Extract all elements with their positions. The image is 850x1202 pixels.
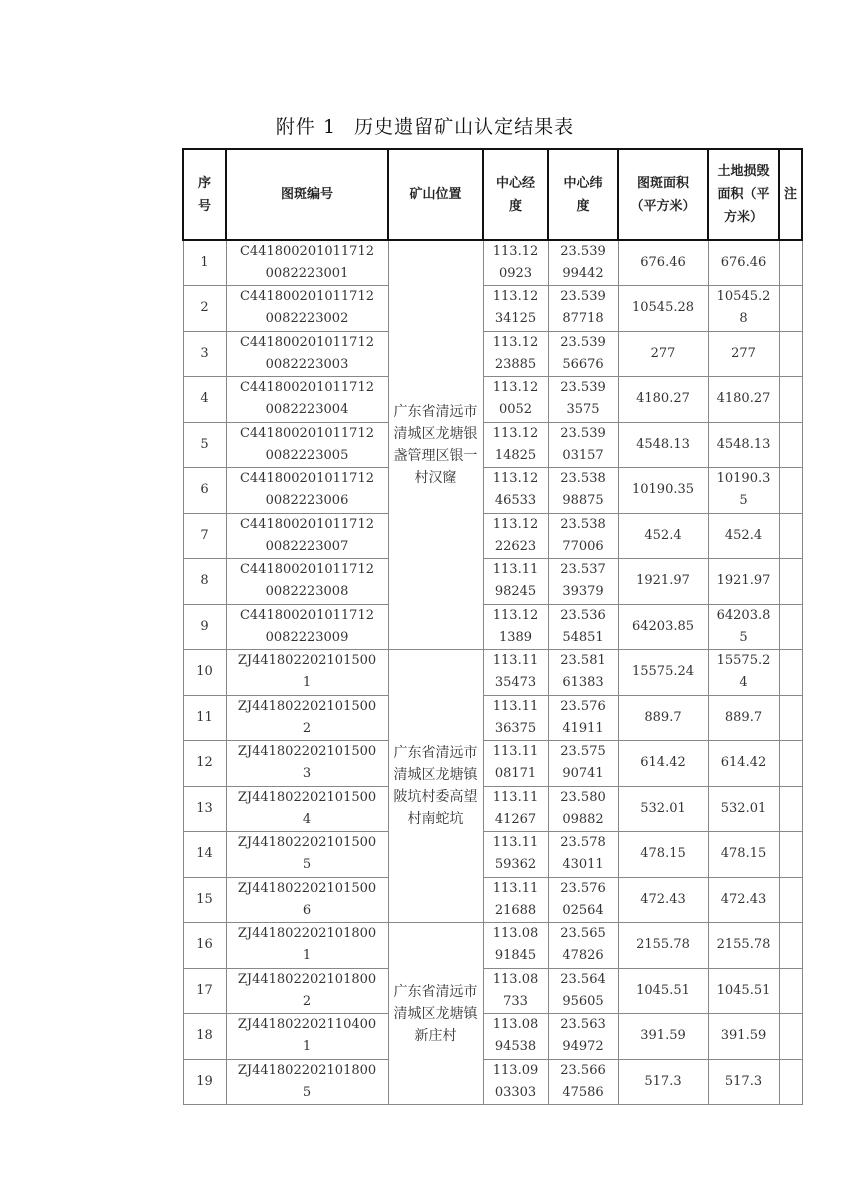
cell-lon: 113.1141267: [483, 786, 548, 832]
cell-seq: 1: [183, 240, 226, 286]
cell-code: C4418002010117120082223009: [226, 604, 388, 650]
cell-patch-area: 10190.35: [618, 468, 708, 514]
cell-lat: 23.57602564: [548, 877, 618, 923]
cell-code: C4418002010117120082223005: [226, 422, 388, 468]
cell-seq: 15: [183, 877, 226, 923]
cell-note: [779, 559, 802, 605]
cell-lat: 23.53956676: [548, 331, 618, 377]
cell-lat: 23.56547826: [548, 923, 618, 969]
cell-code: C4418002010117120082223003: [226, 331, 388, 377]
cell-code: ZJ4418022021018001: [226, 923, 388, 969]
table-row: [183, 650, 802, 696]
cell-lon: 113.121389: [483, 604, 548, 650]
cell-patch-area: 277: [618, 331, 708, 377]
table-row: [183, 741, 802, 787]
cell-damaged-area: 614.42: [708, 741, 779, 787]
table-row: [183, 968, 802, 1014]
cell-damaged-area: 532.01: [708, 786, 779, 832]
table-row: [183, 240, 802, 286]
cell-damaged-area: 2155.78: [708, 923, 779, 969]
cell-damaged-area: 889.7: [708, 695, 779, 741]
table-row: [183, 1014, 802, 1060]
table-row: [183, 559, 802, 605]
cell-damaged-area: 1045.51: [708, 968, 779, 1014]
cell-lon: 113.1108171: [483, 741, 548, 787]
cell-seq: 18: [183, 1014, 226, 1060]
cell-patch-area: 10545.28: [618, 286, 708, 332]
cell-note: [779, 331, 802, 377]
cell-seq: 7: [183, 513, 226, 559]
header-lon: 中心经度: [483, 149, 548, 240]
cell-damaged-area: 1921.97: [708, 559, 779, 605]
cell-patch-area: 15575.24: [618, 650, 708, 696]
cell-seq: 9: [183, 604, 226, 650]
header-seq: 序号: [183, 149, 226, 240]
cell-damaged-area: 391.59: [708, 1014, 779, 1060]
cell-code: C4418002010117120082223006: [226, 468, 388, 514]
cell-patch-area: 1921.97: [618, 559, 708, 605]
header-note: 注: [779, 149, 802, 240]
cell-lon: 113.0894538: [483, 1014, 548, 1060]
table-row: [183, 331, 802, 377]
table-row: [183, 604, 802, 650]
cell-lat: 23.53898875: [548, 468, 618, 514]
cell-seq: 6: [183, 468, 226, 514]
cell-code: ZJ4418022021015002: [226, 695, 388, 741]
cell-patch-area: 472.43: [618, 877, 708, 923]
header-code: 图斑编号: [226, 149, 388, 240]
cell-note: [779, 877, 802, 923]
table-row: [183, 695, 802, 741]
cell-patch-area: 1045.51: [618, 968, 708, 1014]
cell-lat: 23.53903157: [548, 422, 618, 468]
cell-seq: 8: [183, 559, 226, 605]
cell-location: 广东省清远市清城区龙塘银盏管理区银一村汉窿: [388, 240, 483, 650]
cell-patch-area: 4180.27: [618, 377, 708, 423]
cell-damaged-area: 4180.27: [708, 377, 779, 423]
cell-damaged-area: 10545.28: [708, 286, 779, 332]
cell-lon: 113.1121688: [483, 877, 548, 923]
cell-seq: 2: [183, 286, 226, 332]
table-row: [183, 513, 802, 559]
cell-note: [779, 968, 802, 1014]
cell-lat: 23.53877006: [548, 513, 618, 559]
cell-lon: 113.120923: [483, 240, 548, 286]
cell-note: [779, 468, 802, 514]
cell-lat: 23.53654851: [548, 604, 618, 650]
cell-lon: 113.1159362: [483, 832, 548, 878]
cell-note: [779, 286, 802, 332]
cell-code: ZJ4418022021015006: [226, 877, 388, 923]
mine-identification-table: [182, 148, 803, 1105]
table-row: [183, 377, 802, 423]
cell-lat: 23.57590741: [548, 741, 618, 787]
cell-code: ZJ4418022021104001: [226, 1014, 388, 1060]
cell-note: [779, 1014, 802, 1060]
cell-lat: 23.53987718: [548, 286, 618, 332]
cell-seq: 12: [183, 741, 226, 787]
cell-lat: 23.57843011: [548, 832, 618, 878]
cell-damaged-area: 10190.35: [708, 468, 779, 514]
table-row: [183, 877, 802, 923]
cell-code: ZJ4418022021015005: [226, 832, 388, 878]
document-title: [0, 112, 850, 139]
cell-seq: 11: [183, 695, 226, 741]
cell-lon: 113.1135473: [483, 650, 548, 696]
cell-note: [779, 513, 802, 559]
cell-damaged-area: 4548.13: [708, 422, 779, 468]
cell-patch-area: 2155.78: [618, 923, 708, 969]
cell-note: [779, 240, 802, 286]
cell-lat: 23.53999442: [548, 240, 618, 286]
cell-lat: 23.53739379: [548, 559, 618, 605]
table-row: [183, 923, 802, 969]
cell-note: [779, 422, 802, 468]
cell-lat: 23.58009882: [548, 786, 618, 832]
cell-damaged-area: 478.15: [708, 832, 779, 878]
cell-seq: 5: [183, 422, 226, 468]
cell-seq: 16: [183, 923, 226, 969]
header-row: [183, 149, 802, 240]
cell-code: C4418002010117120082223008: [226, 559, 388, 605]
cell-code: C4418002010117120082223007: [226, 513, 388, 559]
cell-seq: 4: [183, 377, 226, 423]
cell-lat: 23.56495605: [548, 968, 618, 1014]
header-damaged-area: 土地损毁面积（平方米）: [708, 149, 779, 240]
cell-note: [779, 923, 802, 969]
cell-lon: 113.1223885: [483, 331, 548, 377]
cell-patch-area: 889.7: [618, 695, 708, 741]
cell-seq: 14: [183, 832, 226, 878]
cell-damaged-area: 472.43: [708, 877, 779, 923]
attachment-label: 附件 1: [275, 116, 337, 138]
cell-patch-area: 478.15: [618, 832, 708, 878]
header-location: 矿山位置: [388, 149, 483, 240]
cell-damaged-area: 452.4: [708, 513, 779, 559]
table-row: [183, 468, 802, 514]
cell-lat: 23.56647586: [548, 1059, 618, 1105]
cell-lat: 23.5393575: [548, 377, 618, 423]
cell-lat: 23.58161383: [548, 650, 618, 696]
cell-code: ZJ4418022021015004: [226, 786, 388, 832]
cell-patch-area: 4548.13: [618, 422, 708, 468]
cell-location: 广东省清远市清城区龙塘镇陂坑村委高望村南蛇坑: [388, 650, 483, 923]
table-row: [183, 1059, 802, 1105]
cell-note: [779, 786, 802, 832]
cell-lon: 113.1136375: [483, 695, 548, 741]
cell-note: [779, 695, 802, 741]
cell-code: C4418002010117120082223002: [226, 286, 388, 332]
cell-lon: 113.1246533: [483, 468, 548, 514]
cell-seq: 10: [183, 650, 226, 696]
cell-note: [779, 1059, 802, 1105]
cell-note: [779, 741, 802, 787]
cell-code: ZJ4418022021015003: [226, 741, 388, 787]
cell-patch-area: 391.59: [618, 1014, 708, 1060]
cell-code: ZJ4418022021015001: [226, 650, 388, 696]
cell-code: C4418002010117120082223004: [226, 377, 388, 423]
cell-patch-area: 676.46: [618, 240, 708, 286]
cell-seq: 19: [183, 1059, 226, 1105]
cell-note: [779, 832, 802, 878]
header-lat: 中心纬度: [548, 149, 618, 240]
cell-lon: 113.1234125: [483, 286, 548, 332]
cell-lon: 113.0903303: [483, 1059, 548, 1105]
cell-code: ZJ4418022021018002: [226, 968, 388, 1014]
cell-lon: 113.0891845: [483, 923, 548, 969]
table-title: 历史遗留矿山认定结果表: [354, 116, 575, 138]
table-row: [183, 286, 802, 332]
cell-lon: 113.1214825: [483, 422, 548, 468]
cell-patch-area: 532.01: [618, 786, 708, 832]
cell-note: [779, 650, 802, 696]
cell-lon: 113.1198245: [483, 559, 548, 605]
cell-seq: 13: [183, 786, 226, 832]
cell-lat: 23.57641911: [548, 695, 618, 741]
cell-damaged-area: 676.46: [708, 240, 779, 286]
cell-note: [779, 377, 802, 423]
table-row: [183, 786, 802, 832]
cell-location: 广东省清远市清城区龙塘镇新庄村: [388, 923, 483, 1105]
header-patch-area: 图斑面积（平方米）: [618, 149, 708, 240]
cell-patch-area: 517.3: [618, 1059, 708, 1105]
table-row: [183, 422, 802, 468]
cell-note: [779, 604, 802, 650]
cell-lon: 113.08733: [483, 968, 548, 1014]
cell-code: ZJ4418022021018005: [226, 1059, 388, 1105]
cell-lon: 113.120052: [483, 377, 548, 423]
cell-lat: 23.56394972: [548, 1014, 618, 1060]
cell-lon: 113.1222623: [483, 513, 548, 559]
cell-damaged-area: 64203.85: [708, 604, 779, 650]
cell-patch-area: 64203.85: [618, 604, 708, 650]
table-body: [183, 240, 802, 1105]
cell-code: C4418002010117120082223001: [226, 240, 388, 286]
cell-patch-area: 452.4: [618, 513, 708, 559]
cell-damaged-area: 15575.24: [708, 650, 779, 696]
table-row: [183, 832, 802, 878]
cell-damaged-area: 517.3: [708, 1059, 779, 1105]
cell-patch-area: 614.42: [618, 741, 708, 787]
cell-seq: 3: [183, 331, 226, 377]
cell-seq: 17: [183, 968, 226, 1014]
cell-damaged-area: 277: [708, 331, 779, 377]
